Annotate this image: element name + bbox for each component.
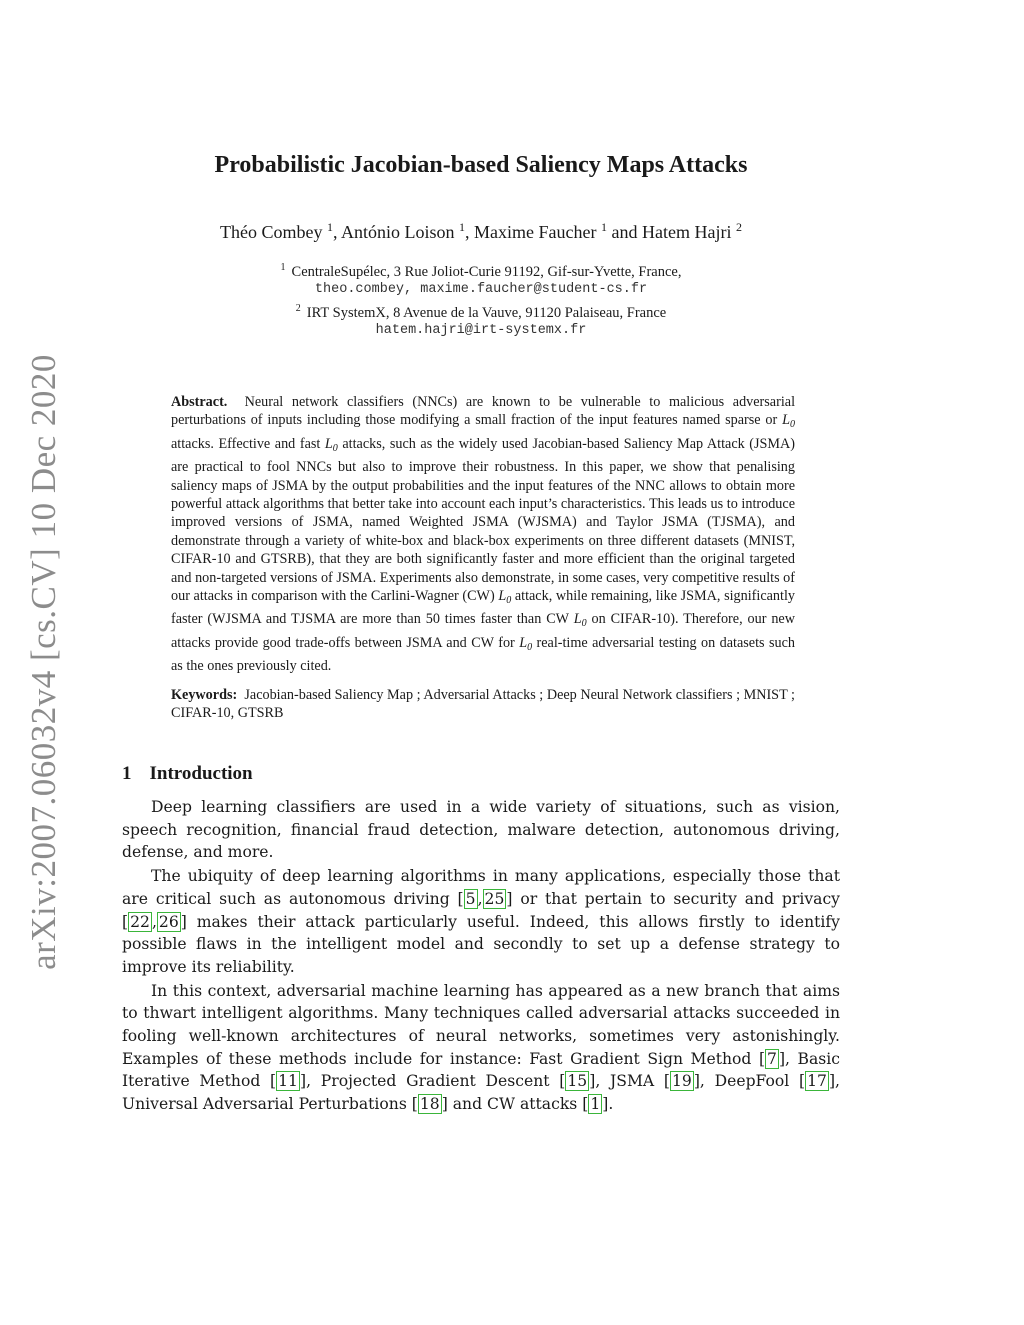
affiliation-email[interactable]: theo.combey, maxime.faucher@student-cs.fr: [314, 282, 648, 298]
author-affiliation-mark: 1: [601, 220, 607, 234]
math-l0: $L_0$: [498, 588, 512, 607]
citation-link[interactable]: 26: [158, 912, 179, 931]
section-heading: [122, 763, 253, 785]
paragraph: Deep learning classifiers are used in a wide variety of situations, such as vision, speech recognition, financial fraud detection, malware detection, autonomous driving, defense, and more.: [122, 798, 840, 862]
introduction-body: [122, 796, 840, 1116]
affiliation-line: $^2$ IRT SystemX, 8 Avenue de la Vauve, 91120 Palaiseau, France: [295, 302, 667, 321]
paragraph: In this context, adversarial machine learning has appeared as a new branch that aims to thwart intelligent algorithms. Many techniques called adversarial attacks succeeded in fooling well-known architectures of neural networks, sometimes very astonishingly. Examples of these methods include for instance: Fast Gradient Sign Method [ 7 ], Basic Iterative Method [ 11 ], Projected Gradient Descent [ 15 ], JSMA [ 19 ], DeepFool [ 17 ], Universal Adversarial Perturbations [ 18 ] and CW attacks [ 1 ].: [122, 981, 841, 1114]
author-list: Théo Combey $^1$, António Loison $^1$, Maxime Faucher $^1$ and Hatem Hajri $^2$: [220, 220, 742, 242]
author-affiliation-mark: 1: [459, 220, 466, 234]
citation-link[interactable]: 11: [278, 1072, 298, 1091]
affiliation-email[interactable]: hatem.hajri@irt-systemx.fr: [375, 323, 587, 339]
arxiv-identifier-stamp: arXiv:2007.06032v4 [cs.CV] 10 Dec 2020: [24, 354, 63, 970]
math-l0: $L_0$: [573, 611, 587, 630]
author-name: Maxime Faucher: [474, 222, 597, 242]
citation-link[interactable]: 19: [672, 1072, 692, 1091]
keywords-label: Keywords:: [171, 687, 238, 703]
author-name: Hatem Hajri: [642, 222, 732, 242]
author-affiliation-mark: 1: [327, 220, 333, 234]
affiliation-line: $^1$ CentraleSupélec, 3 Rue Joliot-Curie 91192, Gif-sur-Yvette, France,: [280, 262, 682, 280]
citation-link[interactable]: 15: [567, 1072, 588, 1091]
author-name: António Loison: [341, 222, 455, 242]
paragraph: The ubiquity of deep learning algorithms in many applications, especially those that are critical such as autonomous driving [ 5 , 25 ] or that pertain to security and privacy [ 22 , 26 ] makes their attack particularly useful. Indeed, this allows firstly to identify possible flaws in the intelligent model and secondly to set up a defense strategy to improve its reliability.: [122, 867, 840, 976]
section-title: Introduction: [149, 763, 253, 784]
section-number: 1: [122, 763, 132, 784]
math-l0: $L_0$: [519, 634, 533, 653]
citation-link[interactable]: 18: [419, 1095, 440, 1114]
citation-link[interactable]: 22: [130, 912, 150, 931]
author-name: Théo Combey: [220, 222, 323, 242]
citation-link[interactable]: 25: [484, 889, 505, 908]
abstract: Abstract. Neural network classifiers (NNCs) are known to be vulnerable to malicious adversarial perturbations of inputs including those modifying a small fraction of the input features named sparse or $L_0$ attacks. Effective and fast $L_0$ attacks, such as the widely used Jacobian-based Saliency Map Attack (JSMA) are practical to fool NNCs but also to improve their robustness. In this paper, we show that penalising saliency maps of JSMA by the output probabilities and the input features of the NNC allows to obtain more powerful attack algorithms that better take into account each input’s characteristics. This leads us to introduce improved versions of JSMA, named Weighted JSMA (WJSMA) and Taylor JSMA (TJSMA), and demonstrate through a variety of white-box and black-box experiments on three different datasets (MNIST, CIFAR-10 and GTSRB), that they are both significantly faster and more efficient than the original targeted and non-targeted versions of JSMA. Experiments also demonstrate, in some cases, very competitive results of our attacks in comparison with the Carlini-Wagner (CW) $L_0$ attack, while remaining, like JSMA, significantly faster (WJSMA and TJSMA are more than 50 times faster than CW $L_0$ on CIFAR-10). Therefore, our new attacks provide good trade-offs between JSMA and CW for $L_0$ real-time adversarial testing on datasets such as the ones previously cited.: [171, 394, 796, 675]
author-affiliation-mark: 2: [735, 220, 742, 234]
affiliations: [0, 259, 962, 341]
paper-title: Probabilistic Jacobian-based Saliency Maps Attacks: [214, 152, 748, 178]
math-l0: $L_0$: [782, 412, 795, 431]
keywords: [171, 686, 795, 723]
math-l0: $L_0$: [324, 435, 338, 454]
citation-link[interactable]: 5: [465, 889, 476, 908]
abstract-label: Abstract.: [171, 394, 228, 410]
citation-link[interactable]: 1: [590, 1095, 601, 1114]
citation-link[interactable]: 17: [807, 1072, 827, 1091]
citation-link[interactable]: 7: [767, 1049, 777, 1068]
keywords-text: Jacobian-based Saliency Map ; Adversarial Attacks ; Deep Neural Network classifiers ; MNIST ; CIFAR-10, GTSRB: [171, 687, 796, 722]
